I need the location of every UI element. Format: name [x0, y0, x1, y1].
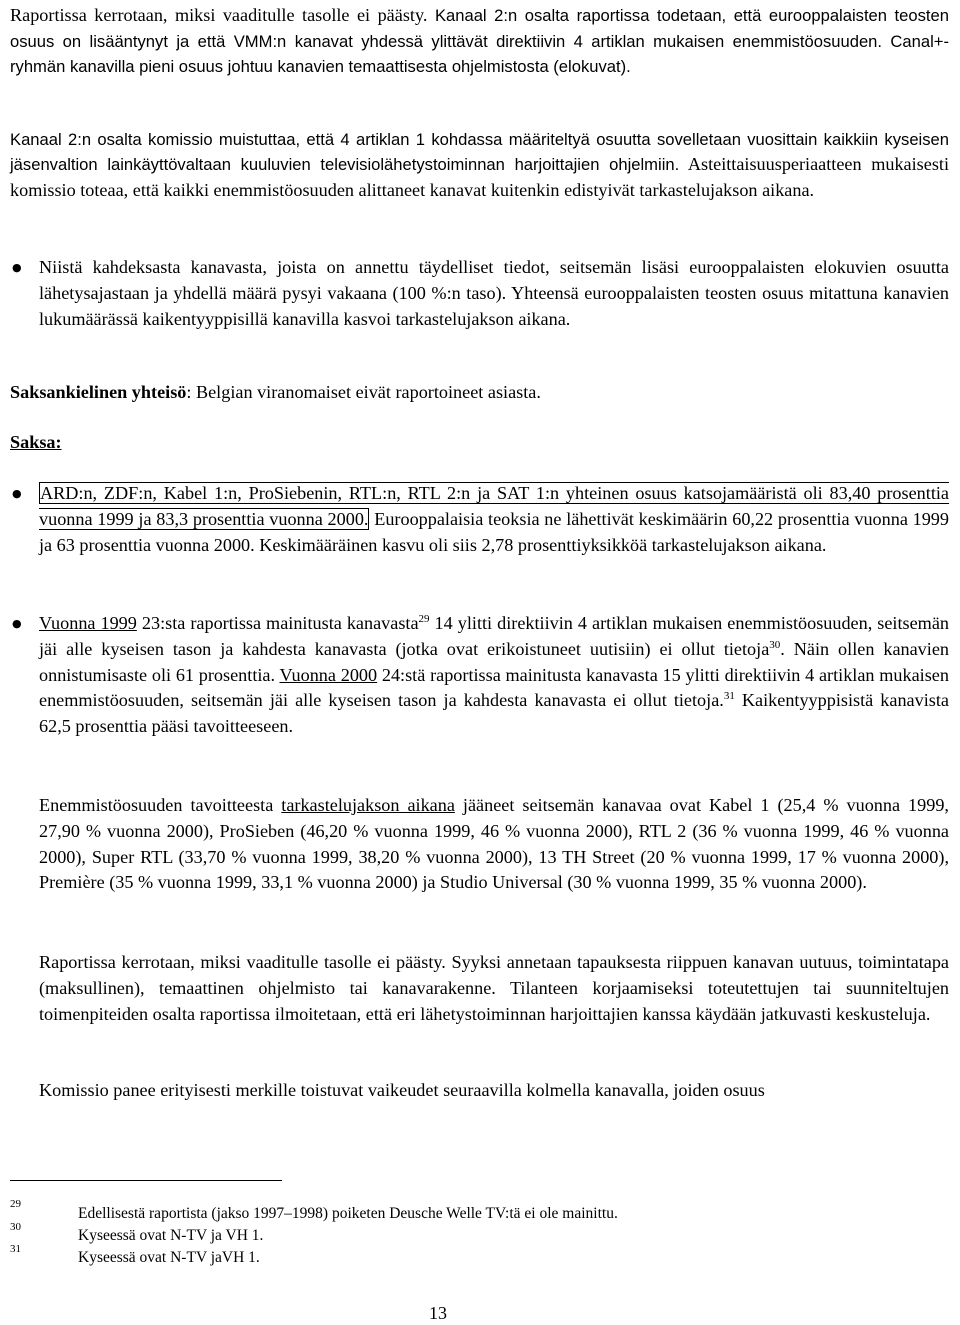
paragraph-majority-shortfall	[39, 793, 949, 896]
text-serif-run: Asteittaisuusperiaatteen mukaisesti komissio toteaa, että kaikki enemmistöosuuden alittaneet kanavat kuitenkin edistyivät tarkastelujakson aikana.	[10, 154, 950, 200]
text-run: . Näin ollen kanavien onnistumisaste oli 61 prosenttia.	[39, 638, 949, 685]
heading-label: Saksa:	[10, 432, 62, 452]
paragraph-report-reasons	[10, 3, 949, 79]
paragraph-commission: Komissio panee erityisesti merkille toistuvat vaikeudet seuraavilla kolmella kanavalla, joiden osuus	[39, 1080, 765, 1100]
section-heading-germany	[10, 430, 210, 456]
text-run: Kaikentyyppisistä kanavista 62,5 prosenttia pääsi tavoitteeseen.	[39, 690, 949, 737]
paragraph-german-community	[10, 380, 949, 406]
footnote-text: Kyseessä ovat N-TV jaVH 1.	[78, 1249, 260, 1266]
footnote-number: 29	[10, 1198, 21, 1210]
text-run: Vuonna 2000	[279, 664, 378, 685]
footnote-ref-30[interactable]: 30	[769, 638, 781, 651]
bullet-paragraph-audience-share	[39, 481, 949, 558]
text-serif-run: Raportissa kerrotaan, miksi vaaditulle tasolle ei päästy.	[10, 5, 428, 25]
bullet-paragraph-channel-counts	[39, 611, 949, 740]
footnote-number: 30	[10, 1221, 21, 1233]
footnote-divider	[10, 1180, 282, 1181]
highlighted-text: ARD:n, ZDF:n, Kabel 1:n, ProSiebenin, RTL:n, RTL 2:n ja SAT 1:n yhteinen osuus katsojamääristä oli 83,40 prosenttia vuonna 1999 ja 83,3 prosenttia vuonna 2000.	[39, 483, 949, 529]
bullet-icon: ●	[12, 261, 22, 274]
bullet-icon: ●	[12, 617, 22, 630]
footnote-text: Edellisestä raportista (jakso 1997–1998) poiketen Deusche Welle TV:tä ei ole mainittu.	[78, 1205, 618, 1222]
text-run: : Belgian viranomaiset eivät raportoineet asiasta.	[186, 382, 541, 402]
footnote-ref-29[interactable]: 29	[418, 613, 430, 625]
bullet-paragraph-eight-channels: Niistä kahdeksasta kanavasta, joista on annettu täydelliset tiedot, seitsemän lisäsi eurooppalaisten elokuvien osuutta lähetysajastaan ja yhdellä määrä pysyi vakaana (100 %:n taso). Yhteensä eurooppalaisten teosten osuus mitattuna kanavien lukumäärässä kaikentyyppisillä kanavilla kasvoi tarkastelujakson aikana.	[39, 257, 949, 329]
heading-label: Saksankielinen yhteisö	[10, 382, 187, 402]
text-run: Enemmistöosuuden tavoitteesta	[39, 795, 282, 815]
footnote-text: Kyseessä ovat N-TV ja VH 1.	[78, 1227, 264, 1244]
text-run: 14 ylitti direktiivin 4 artiklan mukaisen enemmistöosuuden, seitsemän jäi alle kyseisen tason ja kahdesta kanavasta (jotka ovat erikoistuneet uutisiin) ei ollut tietoja	[39, 613, 949, 659]
text-run: jääneet seitsemän kanavaa ovat Kabel 1 (25,4 % vuonna 1999, 27,90 % vuonna 2000), ProSieben (46,20 % vuonna 1999, 46 % vuonna 2000), RTL 2 (36 % vuonna 1999, 46 % vuonna 2000), Super RTL (33,70 % vuonna 1999, 38,20 % vuonna 2000), 13 TH Street (20 % vuonna 1999, 17 % vuonna 2000), Première (35 % vuonna 1999, 33,1 % vuonna 2000) ja Studio Universal (30 % vuonna 1999, 35 % vuonna 2000).	[39, 795, 949, 893]
footnote-number: 31	[10, 1243, 21, 1255]
bullet-icon: ●	[12, 487, 22, 500]
text-sans-run: Canal+-ryhmän kanavilla pieni osuus johtuu kanavien temaattisesta ohjelmistosta (elokuvat).	[10, 31, 949, 76]
text-run: 24:stä raportissa mainitusta kanavasta 15 ylitti direktiivin 4 artiklan mukaisen enemmistöosuuden, seitsemän jäi alle kyseisen tason ja kahdesta kanavasta ei ollut tietoja.	[39, 664, 949, 711]
text-run: tarkastelujakson aikana	[281, 795, 455, 815]
paragraph-reasons: Raportissa kerrotaan, miksi vaaditulle tasolle ei päästy. Syyksi annetaan tapauksesta riippuen kanavan uutuus, toimintatapa (maksullinen), temaattinen ohjelmisto tai kanavarakenne. Tilanteen korjaamiseksi toteutettujen tai suunniteltujen toimenpiteiden osalta raportissa ilmoitetaan, että eri lähetystoiminnan harjoittajien kanssa käydään jatkuvasti keskusteluja.	[39, 952, 949, 1024]
page-number: 13	[429, 1303, 447, 1323]
text-sans-run: Kanaal 2:n osalta raportissa todetaan, että eurooppalaisten teosten osuus on lisääntynyt ja että VMM:n kanavat yhdessä ylittävät direktiivin 4 artiklan mukaisen enemmistöosuuden.	[10, 6, 949, 51]
text-run: Vuonna 1999	[39, 613, 137, 633]
footnote-ref-31[interactable]: 31	[723, 690, 735, 703]
text-run: Eurooppalaisia teoksia ne lähettivät keskimäärin 60,22 prosenttia vuonna 1999 ja 63 prosenttia vuonna 2000. Keskimääräinen kasvu oli siis 2,78 prosenttiyksikköä tarkastelujakson aikana.	[39, 508, 949, 555]
text-run: 23:sta raportissa mainitusta kanavasta	[136, 613, 419, 633]
paragraph-kanaal-2	[10, 127, 949, 204]
text-sans-run: Kanaal 2:n osalta komissio muistuttaa, että 4 artiklan 1 kohdassa määriteltyä osuutta sovelletaan vuosittain kaikkiin kyseisen jäsenvaltion lainkäyttövaltaan kuuluvien televisiolähetystoiminnan harjoittajien ohjelmiin.	[10, 130, 949, 174]
